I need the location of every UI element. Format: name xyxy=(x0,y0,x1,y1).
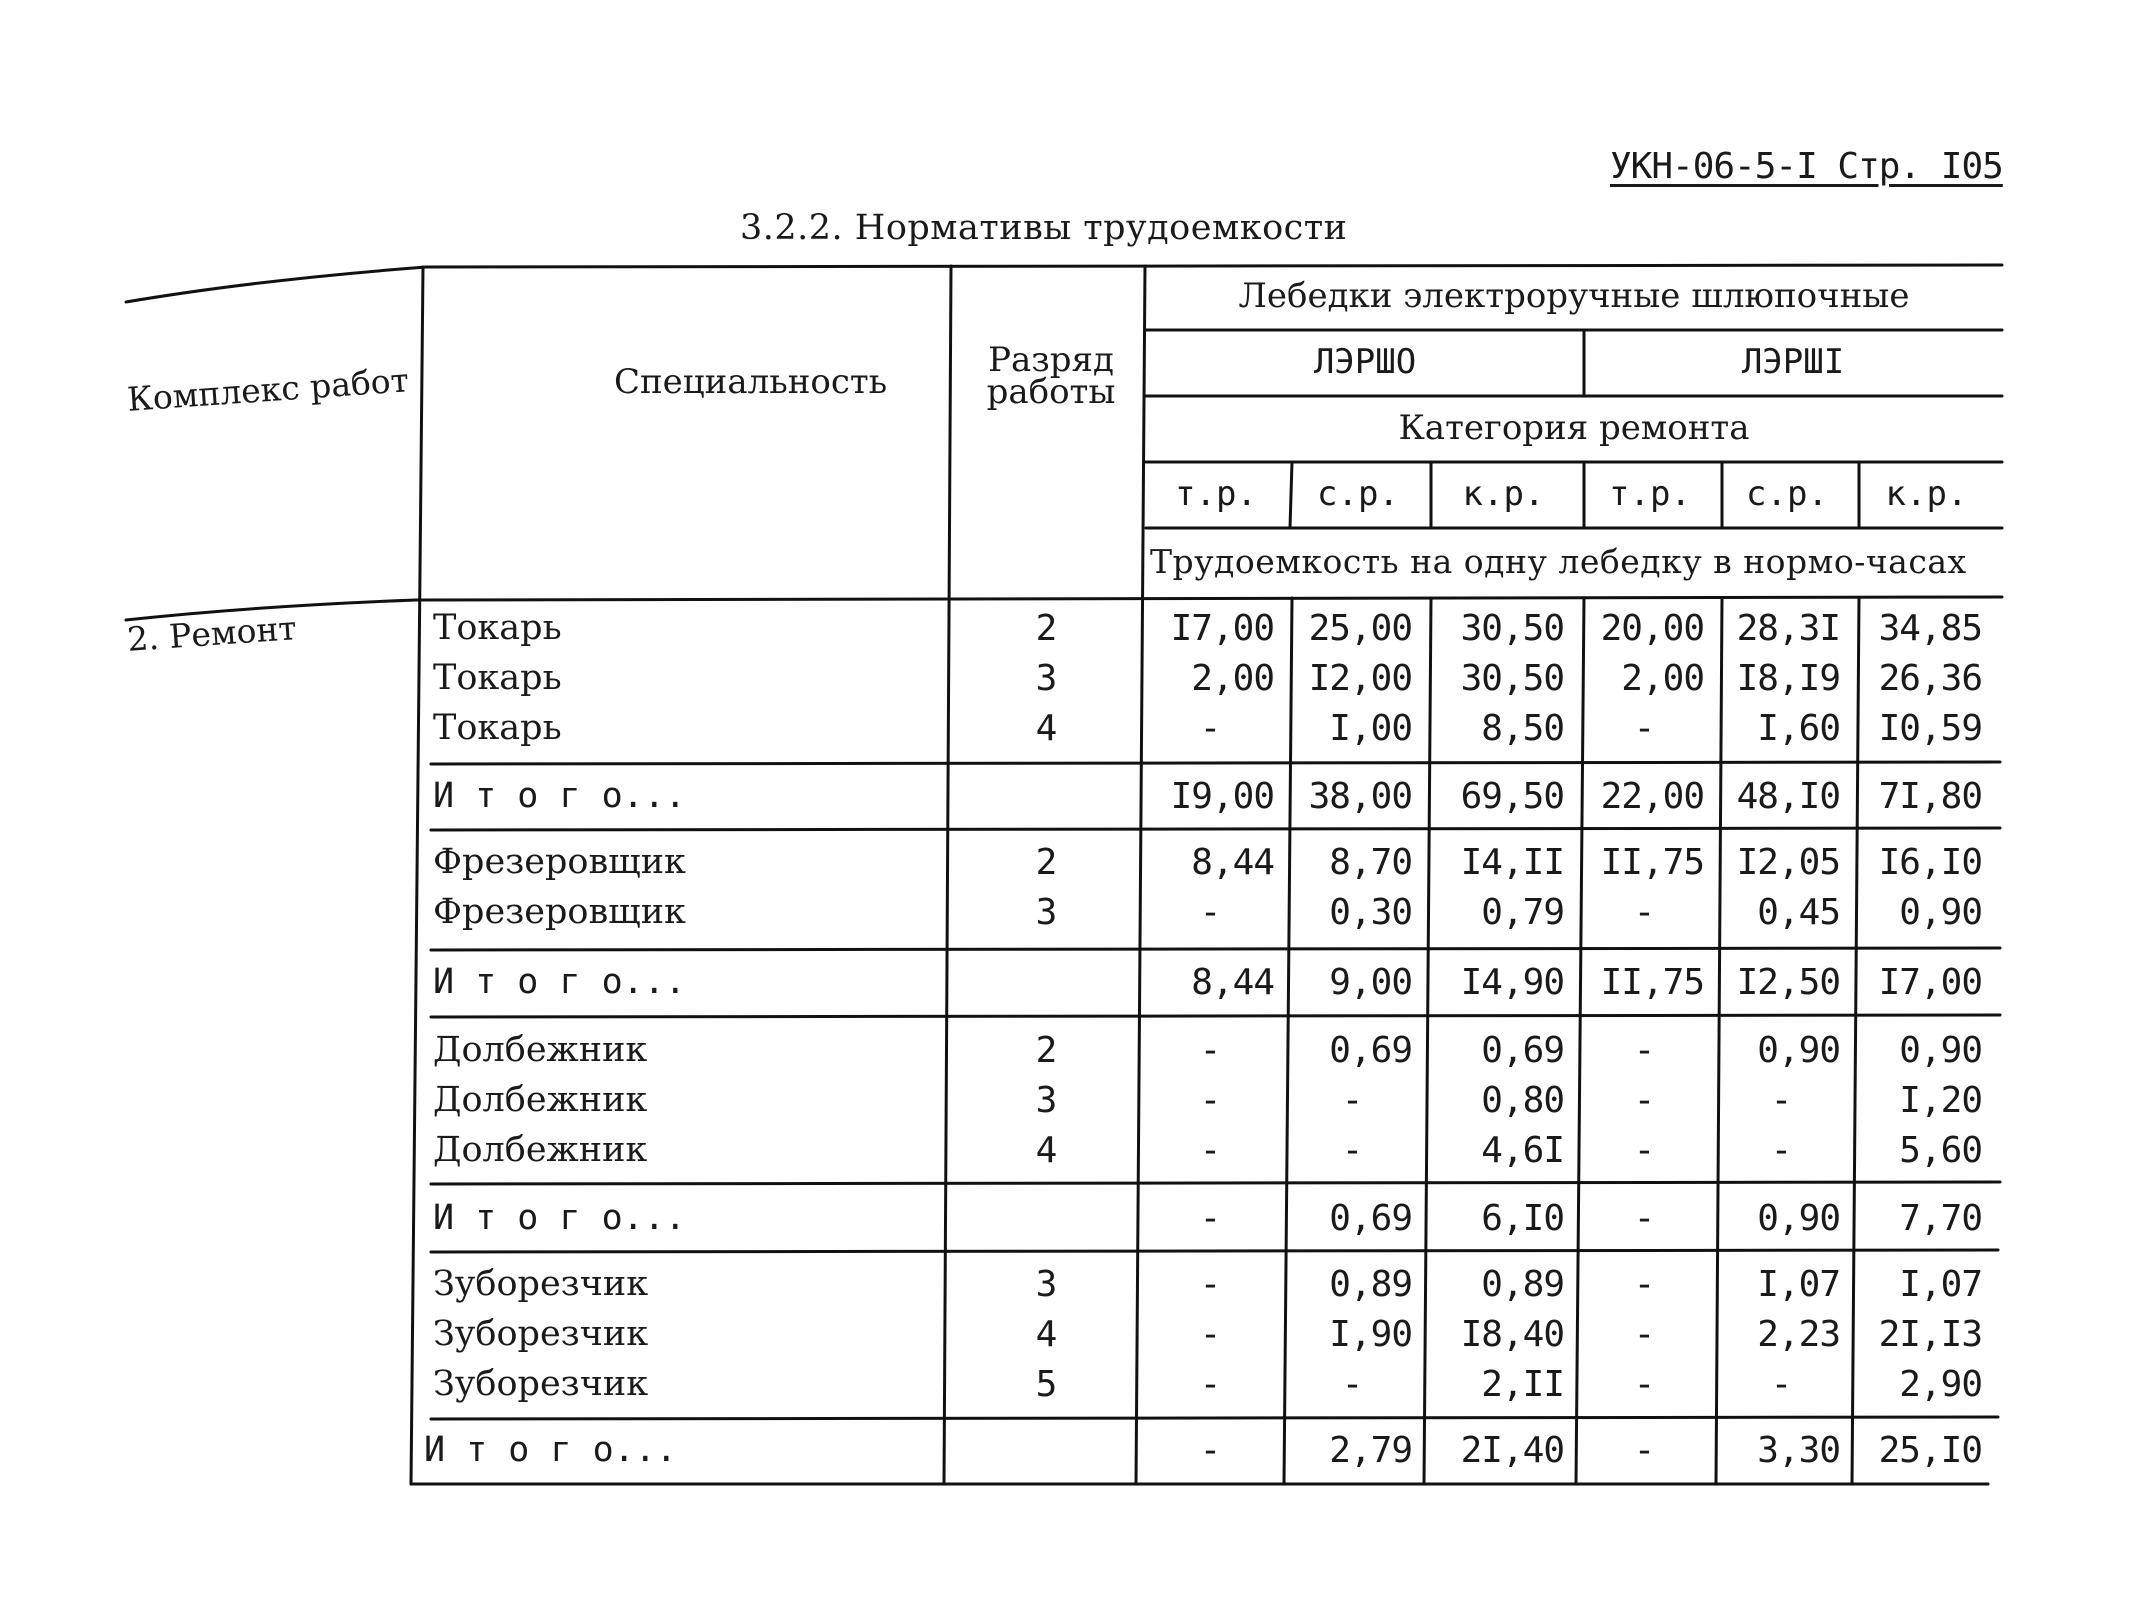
cell-value: - xyxy=(1633,1264,1655,1305)
model-header-1: ЛЭРШО xyxy=(1313,342,1417,382)
cell-value: I,07 xyxy=(1757,1264,1840,1305)
cell-value: 25,00 xyxy=(1308,608,1412,649)
cell-value: 9,00 xyxy=(1329,962,1412,1003)
category-subheader-3: т.р. xyxy=(1609,474,1691,514)
cell-value: 8,70 xyxy=(1329,842,1412,883)
cell-value: - xyxy=(1633,708,1655,749)
cell-value: - xyxy=(1633,892,1655,933)
cell-value: - xyxy=(1770,1364,1792,1405)
cell-value: 30,50 xyxy=(1460,608,1564,649)
row-specialty: Токарь xyxy=(433,608,562,648)
row-grade: 5 xyxy=(1035,1364,1057,1405)
cell-value: - xyxy=(1199,1130,1221,1171)
cell-value: - xyxy=(1199,892,1221,933)
cell-value: - xyxy=(1199,1430,1221,1471)
cell-value: 8,50 xyxy=(1481,708,1564,749)
cell-value: - xyxy=(1199,1364,1221,1405)
row-grade: 4 xyxy=(1035,1130,1057,1171)
rule-group-sep xyxy=(431,762,2000,764)
cell-value: 5,60 xyxy=(1899,1130,1982,1171)
cell-value: - xyxy=(1199,1030,1221,1071)
cell-value: 0,90 xyxy=(1899,892,1982,933)
cell-value: I8,40 xyxy=(1460,1314,1564,1355)
cell-value: I,90 xyxy=(1329,1314,1412,1355)
row-total-label: И т о г о... xyxy=(424,1430,677,1470)
cell-value: 2I,40 xyxy=(1460,1430,1564,1471)
cell-value: I7,00 xyxy=(1170,608,1274,649)
cell-value: 3,30 xyxy=(1757,1430,1840,1471)
cell-value: - xyxy=(1199,708,1221,749)
category-header: Категория ремонта xyxy=(1398,408,1750,448)
cell-value: 48,I0 xyxy=(1736,776,1840,817)
cell-value: 2,23 xyxy=(1757,1314,1840,1355)
cell-value: - xyxy=(1341,1130,1363,1171)
cell-value: 22,00 xyxy=(1600,776,1704,817)
cell-value: 28,3I xyxy=(1736,608,1840,649)
cell-value: 0,30 xyxy=(1329,892,1412,933)
cell-value: - xyxy=(1633,1030,1655,1071)
cell-value: 2,II xyxy=(1481,1364,1564,1405)
cell-value: 0,45 xyxy=(1757,892,1840,933)
cell-value: - xyxy=(1633,1080,1655,1121)
kompleks-value: 2. Ремонт xyxy=(126,608,298,659)
cell-value: 2I,I3 xyxy=(1878,1314,1982,1355)
cell-value: I4,90 xyxy=(1460,962,1564,1003)
cell-value: I,60 xyxy=(1757,708,1840,749)
vline-spec xyxy=(411,267,423,1484)
cell-value: I,20 xyxy=(1899,1080,1982,1121)
row-specialty: Долбежник xyxy=(433,1080,648,1120)
labor-norms-table xyxy=(126,262,2002,1487)
cell-value: I,07 xyxy=(1899,1264,1982,1305)
cell-value: - xyxy=(1199,1264,1221,1305)
cell-value: 2,79 xyxy=(1329,1430,1412,1471)
col-header-kompleks: Комплекс работ xyxy=(126,360,410,419)
category-subheader-4: с.р. xyxy=(1746,474,1828,514)
model-header-2: ЛЭРШI xyxy=(1741,342,1845,382)
row-grade: 2 xyxy=(1035,608,1057,649)
col-header-grade-line2: работы xyxy=(986,372,1116,412)
row-grade: 3 xyxy=(1035,892,1057,933)
cell-value: I8,I9 xyxy=(1736,658,1840,699)
cell-value: I2,50 xyxy=(1736,962,1840,1003)
cell-value: I0,59 xyxy=(1878,708,1982,749)
cell-value: 20,00 xyxy=(1600,608,1704,649)
unit-row: Трудоемкость на одну лебедку в нормо-часах xyxy=(1150,542,1967,581)
cell-value: II,75 xyxy=(1600,962,1704,1003)
cell-value: - xyxy=(1633,1314,1655,1355)
cell-value: 0,89 xyxy=(1329,1264,1412,1305)
cell-value: 0,90 xyxy=(1899,1030,1982,1071)
row-specialty: Токарь xyxy=(433,708,562,748)
cell-value: 7,70 xyxy=(1899,1198,1982,1239)
row-total-label: И т о г о... xyxy=(433,776,686,816)
cell-value: - xyxy=(1770,1130,1792,1171)
row-grade: 3 xyxy=(1035,658,1057,699)
cell-value: - xyxy=(1199,1198,1221,1239)
cell-value: 26,36 xyxy=(1878,658,1982,699)
cell-value: 0,80 xyxy=(1481,1080,1564,1121)
group-header: Лебедки электроручные шлюпочные xyxy=(1238,276,1910,316)
cell-value: 0,79 xyxy=(1481,892,1564,933)
vline-data xyxy=(1136,266,1145,1484)
cell-value: 0,69 xyxy=(1329,1030,1412,1071)
cell-value: - xyxy=(1633,1130,1655,1171)
cell-value: I2,05 xyxy=(1736,842,1840,883)
cell-value: I7,00 xyxy=(1878,962,1982,1003)
cell-value: 34,85 xyxy=(1878,608,1982,649)
row-specialty: Долбежник xyxy=(433,1130,648,1170)
vline-grade xyxy=(944,266,951,1484)
cell-value: 0,90 xyxy=(1757,1030,1840,1071)
cell-value: I6,I0 xyxy=(1878,842,1982,883)
cell-value: I,00 xyxy=(1329,708,1412,749)
cell-value: - xyxy=(1633,1364,1655,1405)
cell-value: 2,00 xyxy=(1621,658,1704,699)
cell-value: - xyxy=(1341,1364,1363,1405)
cell-value: - xyxy=(1633,1198,1655,1239)
row-grade: 3 xyxy=(1035,1264,1057,1305)
row-grade: 3 xyxy=(1035,1080,1057,1121)
cell-value: 25,I0 xyxy=(1878,1430,1982,1471)
row-specialty: Фрезеровщик xyxy=(433,892,686,932)
cell-value: I2,00 xyxy=(1308,658,1412,699)
cell-value: 0,90 xyxy=(1757,1198,1840,1239)
category-subheader-2: к.р. xyxy=(1462,474,1545,514)
category-subheader-5: к.р. xyxy=(1885,474,1968,514)
cell-value: 0,69 xyxy=(1481,1030,1564,1071)
cell-value: 38,00 xyxy=(1308,776,1412,817)
cell-value: 4,6I xyxy=(1481,1130,1564,1171)
row-total-label: И т о г о... xyxy=(433,1198,686,1238)
section-title: 3.2.2. Нормативы трудоемкости xyxy=(740,208,1348,248)
row-grade: 2 xyxy=(1035,842,1057,883)
cell-value: 8,44 xyxy=(1191,962,1274,1003)
cell-value: - xyxy=(1341,1080,1363,1121)
col-header-grade-line1: Разряд xyxy=(988,340,1114,380)
cell-value: I9,00 xyxy=(1170,776,1274,817)
row-grade: 2 xyxy=(1035,1030,1057,1071)
cell-value: 0,69 xyxy=(1329,1198,1412,1239)
cell-value: II,75 xyxy=(1600,842,1704,883)
header-bottom-rule-right xyxy=(416,597,2002,600)
row-specialty: Фрезеровщик xyxy=(433,842,686,882)
cell-value: 0,89 xyxy=(1481,1264,1564,1305)
cell-value: - xyxy=(1633,1430,1655,1471)
row-total-label: И т о г о... xyxy=(433,962,686,1002)
col-header-spec: Специальность xyxy=(614,362,888,402)
top-rule-left xyxy=(126,267,426,302)
document-reference: УКН-06-5-I Стр. I05 xyxy=(1610,146,2003,187)
category-subheader-0: т.р. xyxy=(1175,474,1257,514)
row-specialty: Зуборезчик xyxy=(433,1364,649,1404)
col-header-grade xyxy=(976,340,1126,412)
row-specialty: Зуборезчик xyxy=(433,1264,649,1304)
row-grade: 4 xyxy=(1035,708,1057,749)
cell-value: 2,90 xyxy=(1899,1364,1982,1405)
cell-value: 30,50 xyxy=(1460,658,1564,699)
cell-value: 2,00 xyxy=(1191,658,1274,699)
cell-value: - xyxy=(1199,1080,1221,1121)
cell-value: 7I,80 xyxy=(1878,776,1982,817)
cell-value: 69,50 xyxy=(1460,776,1564,817)
cell-value: 8,44 xyxy=(1191,842,1274,883)
row-specialty: Токарь xyxy=(433,658,562,698)
top-rule-right xyxy=(426,265,2002,267)
row-specialty: Зуборезчик xyxy=(433,1314,649,1354)
category-subheader-1: с.р. xyxy=(1317,474,1399,514)
cell-value: - xyxy=(1770,1080,1792,1121)
row-specialty: Долбежник xyxy=(433,1030,648,1070)
cell-value: 6,I0 xyxy=(1481,1198,1564,1239)
cell-value: - xyxy=(1199,1314,1221,1355)
row-grade: 4 xyxy=(1035,1314,1057,1355)
cell-value: I4,II xyxy=(1460,842,1564,883)
